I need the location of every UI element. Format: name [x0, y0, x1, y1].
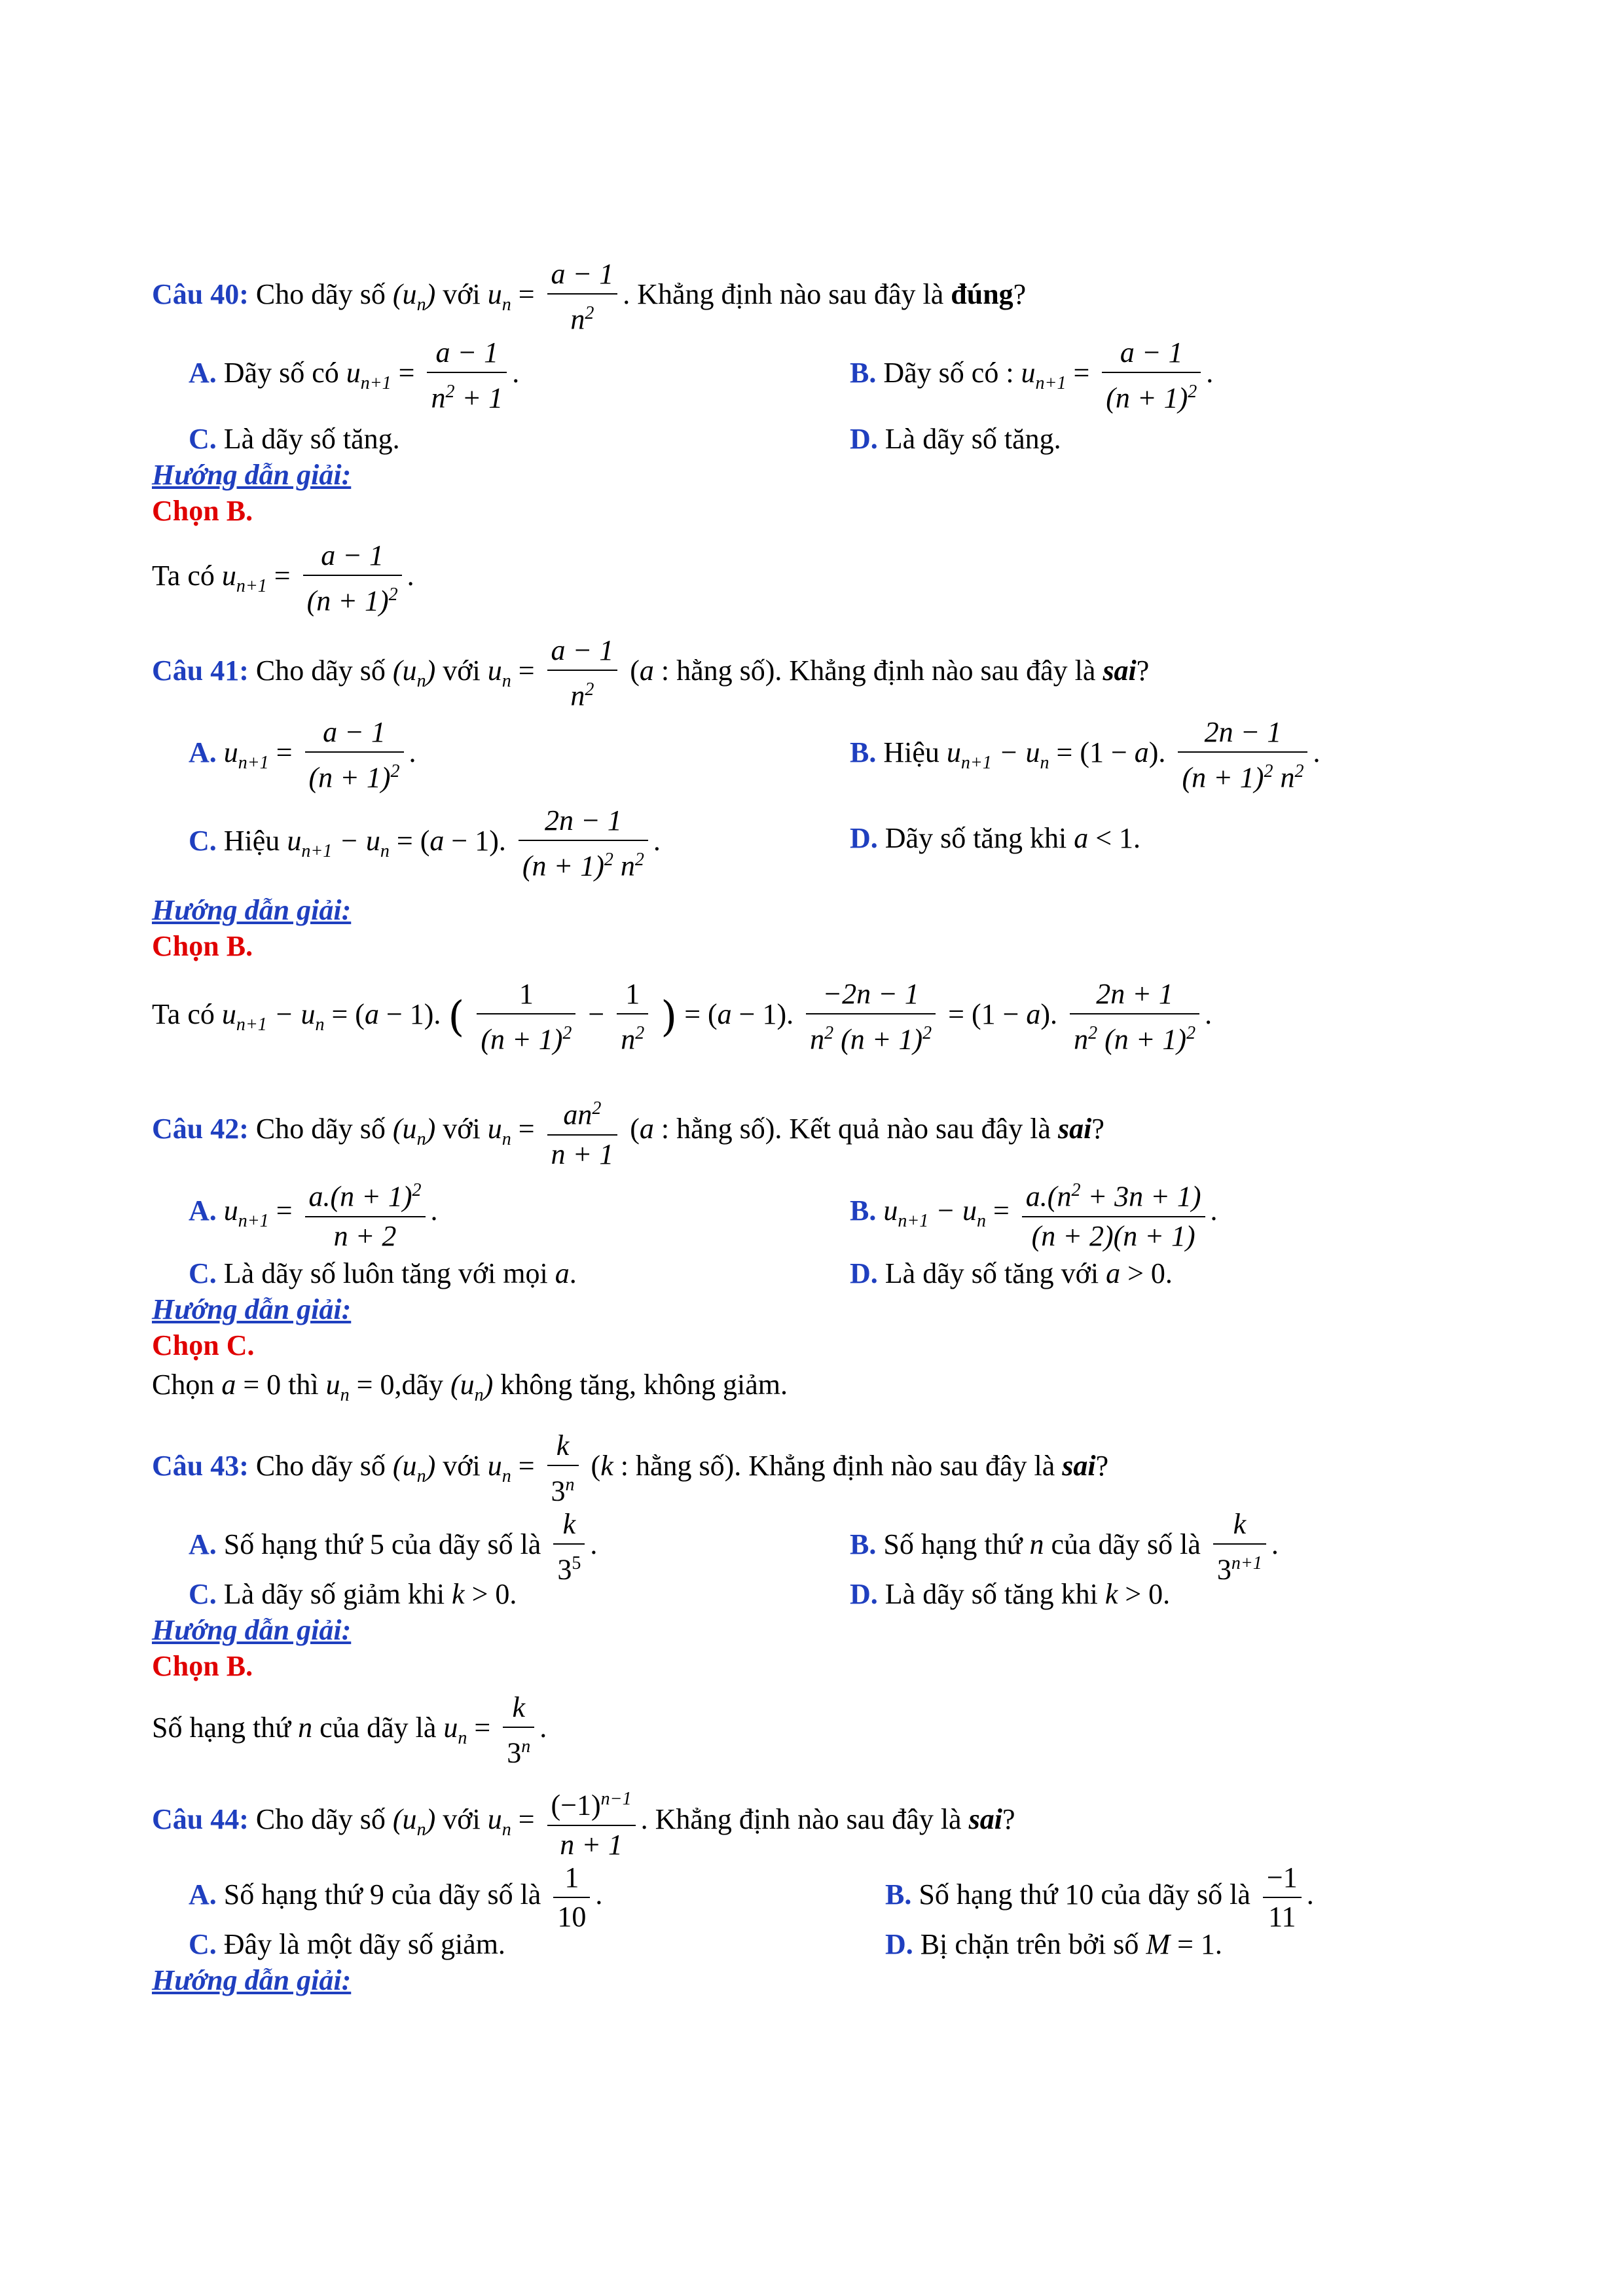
fraction: $\frac{k}{3^n}$ [503, 1689, 534, 1772]
fraction: $\frac{-2n - 1}{n^2 (n + 1)^2}$ [806, 975, 936, 1059]
fraction: $\frac{a - 1}{n^2}$ [547, 632, 618, 715]
option-c: C. Hiệu $u_{n+1} - u_n = (a - 1)$. $\frac{2n - 1}{(n + 1)^2 n^2}$ . [189, 802, 661, 886]
option-d: D. Dãy số tăng khi a < 1. [850, 822, 1141, 854]
solution-text: Ta có $u_{n+1} - u_n = (a - 1)$. ( $\frac{1}{(n + 1)^2}$ − $\frac{1}{n^2}$ ) = (a − 1). $\frac{-2n - 1}{n^2 (n + 1)^2}$ = (1 − a). $\frac{2n + 1}{n^2 (n + 1)^2}$ . [152, 975, 1212, 1059]
option-text: Hiệu [883, 736, 939, 768]
solution-heading: Hướng dẫn giải: [152, 459, 352, 491]
question-44-stem: Câu 44: Cho dãy số $(u_n)$ với $u_n$ = $\frac{(-1)^{n-1}}{n + 1}$ . Khẳng định nào sau đây là sai? [152, 1780, 1015, 1864]
fraction: $\frac{a - 1}{(n + 1)^2}$ [1102, 334, 1201, 418]
option-text: Số hạng thứ [883, 1528, 1023, 1560]
fraction: $\frac{a - 1}{n^2}$ [547, 255, 618, 339]
option-label: A. [189, 736, 217, 768]
option-label: B. [850, 356, 877, 389]
option-text: Hiệu [223, 824, 280, 857]
answer-choice: Chọn B. [152, 495, 253, 527]
fraction: $\frac{k}{3^n}$ [547, 1427, 579, 1511]
fraction: $\frac{a - 1}{n^2 + 1}$ [427, 334, 507, 418]
fraction: $\frac{an^2}{n + 1}$ [547, 1090, 618, 1174]
option-d: D. Là dãy số tăng với a > 0. [850, 1257, 1173, 1289]
option-label: D. [885, 1928, 913, 1960]
option-text: Số hạng thứ 10 của dãy số là [919, 1878, 1250, 1911]
option-c: C. Là dãy số luôn tăng với mọi a. [189, 1257, 577, 1289]
option-c [189, 422, 400, 456]
option-label: D. [850, 1578, 878, 1610]
solution-text: Ta có $u_{n+1}$ = $\frac{a - 1}{(n + 1)^2}$ . [152, 537, 414, 620]
fraction: $\frac{-1}{11}$ [1263, 1859, 1302, 1936]
option-text: Dãy số có : [883, 356, 1014, 389]
option-text: Là dãy số luôn tăng với mọi [223, 1257, 548, 1289]
option-text: Dãy số có [223, 356, 339, 389]
option-a: A. Dãy số có $u_{n+1}$ = $\frac{a - 1}{n^2 + 1}$ . [189, 334, 519, 418]
option-label: A. [189, 1528, 217, 1560]
solution-lead: Ta có [152, 559, 215, 592]
question-label: Câu 43: [152, 1449, 249, 1482]
option-label: C. [189, 824, 217, 857]
option-label: D. [850, 1257, 878, 1289]
solution-text: Chọn a = 0 thì $u_n$ = 0,dãy $(u_n)$ không tăng, không giảm. [152, 1369, 788, 1405]
option-label: C. [189, 1928, 217, 1960]
fraction: $\frac{a.(n + 1)^2}{n + 2}$ [305, 1172, 426, 1255]
option-text: Số hạng thứ 9 của dãy số là [223, 1878, 541, 1911]
answer-choice: Chọn C. [152, 1329, 255, 1361]
option-label: A. [189, 356, 217, 389]
fraction: $\frac{a - 1}{(n + 1)^2}$ [305, 713, 404, 797]
option-label: B. [850, 1528, 877, 1560]
option-b: B. Số hạng thứ n của dãy số là $\frac{k}{3^{n+1}}$ . [850, 1505, 1279, 1589]
fraction: $\frac{a.(n^2 + 3n + 1)}{(n + 2)(n + 1)}$ [1022, 1172, 1205, 1255]
question-41-stem: Câu 41: Cho dãy số $(u_n)$ với $u_n$ = $\frac{a - 1}{n^2}$ (a : hằng số). Khẳng định nào sau đây là sai? [152, 632, 1149, 715]
option-d: D. Bị chặn trên bởi số M = 1. [885, 1928, 1222, 1960]
option-a: A. Số hạng thứ 9 của dãy số là $\frac{1}{10}$ . [189, 1859, 602, 1936]
option-a: A. $u_{n+1}$ = $\frac{a.(n + 1)^2}{n + 2}$ . [189, 1172, 438, 1255]
option-b: B. $u_{n+1} - u_n$ = $\frac{a.(n^2 + 3n + 1)}{(n + 2)(n + 1)}$ . [850, 1172, 1218, 1255]
option-text: Là dãy số giảm khi [223, 1578, 445, 1610]
question-42-stem: Câu 42: Cho dãy số $(u_n)$ với $u_n$ = $\frac{an^2}{n + 1}$ (a : hằng số). Kết quả nào sau đây là sai? [152, 1090, 1104, 1174]
question-43-stem: Câu 43: Cho dãy số $(u_n)$ với $u_n$ = $\frac{k}{3^n}$ (k : hằng số). Khẳng định nào sau đây là sai? [152, 1427, 1108, 1511]
option-label: A. [189, 1194, 217, 1227]
solution-heading: Hướng dẫn giải: [152, 894, 352, 926]
fraction: $\frac{2n + 1}{n^2 (n + 1)^2}$ [1070, 975, 1199, 1059]
fraction: $\frac{k}{3^5}$ [553, 1505, 585, 1589]
answer-choice: Chọn B. [152, 930, 253, 962]
solution-heading: Hướng dẫn giải: [152, 1964, 352, 1996]
fraction: $\frac{k}{3^{n+1}}$ [1213, 1505, 1266, 1589]
fraction: $\frac{1}{n^2}$ [617, 975, 648, 1059]
option-a: A. Số hạng thứ 5 của dãy số là $\frac{k}{3^5}$ . [189, 1505, 597, 1589]
option-text: Số hạng thứ [223, 1528, 363, 1560]
solution-lead: Số hạng thứ [152, 1711, 291, 1744]
answer-choice: Chọn B. [152, 1650, 253, 1682]
option-text: Là dãy số tăng. [884, 423, 1061, 455]
fraction: $\frac{a - 1}{(n + 1)^2}$ [303, 537, 402, 620]
option-text: Là dãy số tăng với [884, 1257, 1099, 1289]
solution-lead: Chọn [152, 1369, 215, 1401]
fraction: $\frac{1}{(n + 1)^2}$ [477, 975, 575, 1059]
option-b: B. Hiệu $u_{n+1} - u_n = (1 - a)$. $\frac{2n - 1}{(n + 1)^2 n^2}$ . [850, 713, 1320, 797]
fraction: $\frac{(-1)^{n-1}}{n + 1}$ [547, 1780, 636, 1864]
option-d [850, 422, 1061, 456]
option-text: Là dãy số tăng khi [884, 1578, 1098, 1610]
option-d: D. Là dãy số tăng khi k > 0. [850, 1578, 1171, 1610]
option-c: C. Là dãy số giảm khi k > 0. [189, 1578, 517, 1610]
option-text: Đây là một dãy số giảm. [223, 1928, 505, 1960]
solution-heading: Hướng dẫn giải: [152, 1614, 352, 1646]
option-b: B. Số hạng thứ 10 của dãy số là $\frac{-1}{11}$ . [885, 1859, 1314, 1936]
solution-heading: Hướng dẫn giải: [152, 1293, 352, 1325]
option-c [189, 1928, 505, 1961]
option-label: C. [189, 1257, 217, 1289]
option-label: A. [189, 1878, 217, 1911]
option-text: Bị chặn trên bởi số [920, 1928, 1139, 1960]
option-label: B. [850, 1194, 877, 1227]
question-label: Câu 40: [152, 278, 249, 310]
fraction: $\frac{1}{10}$ [553, 1859, 590, 1936]
option-label: B. [850, 736, 877, 768]
fraction: $\frac{2n - 1}{(n + 1)^2 n^2}$ [1178, 713, 1307, 797]
solution-text: Số hạng thứ n của dãy là $u_n$ = $\frac{k}{3^n}$ . [152, 1689, 547, 1772]
question-label: Câu 44: [152, 1803, 249, 1835]
option-label: D. [850, 423, 878, 455]
option-a: A. $u_{n+1}$ = $\frac{a - 1}{(n + 1)^2}$ . [189, 713, 416, 797]
question-label: Câu 41: [152, 654, 249, 687]
option-label: D. [850, 822, 878, 854]
option-label: C. [189, 1578, 217, 1610]
question-label: Câu 42: [152, 1112, 249, 1145]
option-text: Là dãy số tăng. [223, 423, 400, 455]
option-text: Dãy số tăng khi [884, 822, 1067, 854]
fraction: $\frac{2n - 1}{(n + 1)^2 n^2}$ [519, 802, 648, 886]
question-40-stem: Câu 40: Cho dãy số $(u_n)$ với $u_n$ = $\frac{a - 1}{n^2}$ . Khẳng định nào sau đây là đúng? [152, 255, 1026, 339]
option-b: B. Dãy số có : $u_{n+1}$ = $\frac{a - 1}{(n + 1)^2}$ . [850, 334, 1213, 418]
option-label: B. [885, 1878, 912, 1911]
option-label: C. [189, 423, 217, 455]
solution-lead: Ta có [152, 997, 215, 1030]
